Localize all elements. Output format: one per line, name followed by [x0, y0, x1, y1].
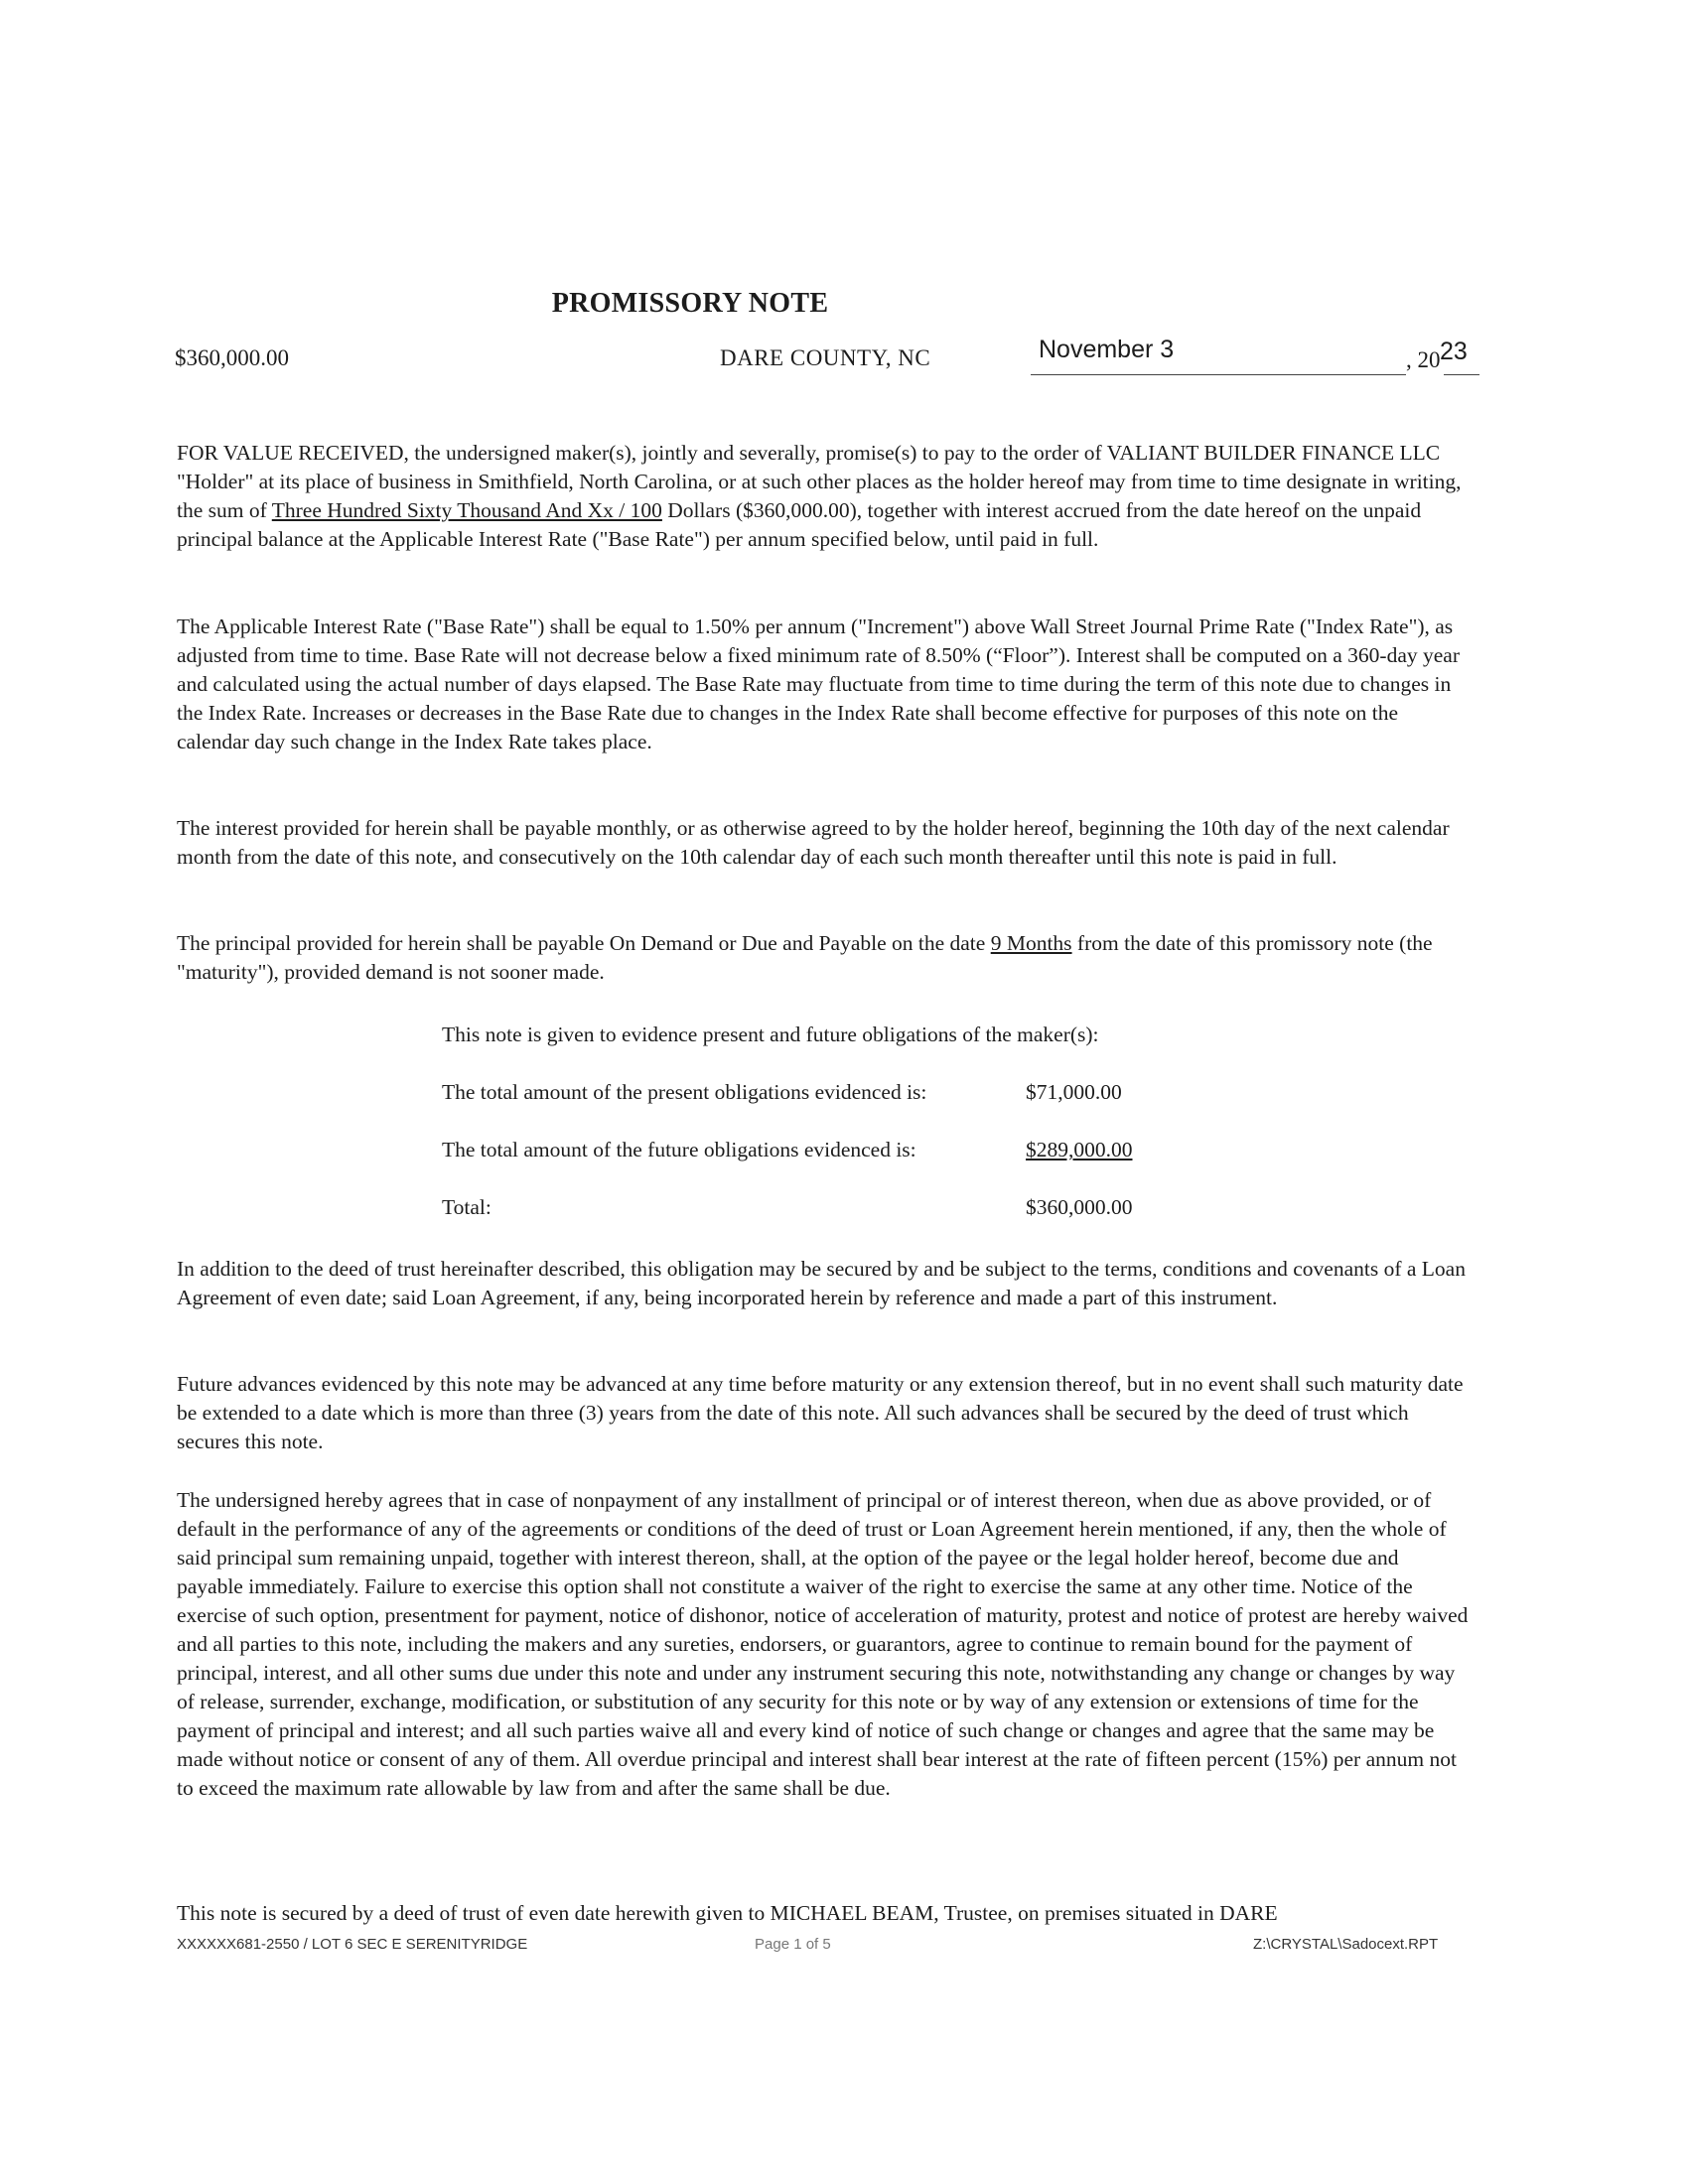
note-amount: $360,000.00 [175, 345, 289, 370]
note-county: DARE COUNTY, NC [720, 345, 931, 370]
amount-in-words: Three Hundred Sixty Thousand And Xx / 100 [271, 498, 662, 522]
total-value: $360,000.00 [1026, 1195, 1133, 1219]
maturity-term: 9 Months [990, 931, 1072, 955]
future-obligations-value: $289,000.00 [1026, 1138, 1133, 1161]
date-underline [1031, 374, 1406, 375]
paragraph-default-terms: The undersigned hereby agrees that in case of nonpayment of any installment of principal or of interest thereon, when due as above provided, or of default in the performance of any of the agreements or conditions of the deed of trust or Loan Agreement herein mentioned, if any, then the whole of said principal sum remaining unpaid, together with interest thereon, shall, at the option of the payee or the legal holder hereof, become due and payable immediately. Failure to exercise this option shall not constitute a waiver of the right to exercise the same at any other time. Notice of the exercise of such option, presentment for payment, notice of dishonor, notice of acceleration of maturity, protest and notice of protest are hereby waived and all parties to this note, including the makers and any sureties, endorsers, or guarantors, agree to continue to remain bound for the payment of principal, interest, and all other sums due under this note and under any instrument securing this note, notwithstanding any change or changes by way of release, surrender, exchange, modification, or substitution of any security for this note or by way of any extension or extensions of time for the payment of principal and interest; and all such parties waive all and every kind of notice of such change or changes and agree that the same may be made without notice or consent of any of them. All overdue principal and interest shall bear interest at the rate of fifteen percent (15%) per annum not to exceed the maximum rate allowable by law from and after the same shall be due. [177, 1488, 1469, 1800]
paragraph-interest-rate: The Applicable Interest Rate ("Base Rate") shall be equal to 1.50% per annum ("Increment") above Wall Street Journal Prime Rate ("Index Rate"), as adjusted from time to time. Base Rate will not decrease below a fixed minimum rate of 8.50% (“Floor”). Interest shall be computed on a 360-day year and calculated using the actual number of days elapsed. The Base Rate may fluctuate from time to time during the term of this note due to changes in the Index Rate. Increases or decreases in the Base Rate due to changes in the Index Rate shall become effective for purposes of this note on the calendar day such change in the Index Rate takes place. [177, 614, 1460, 753]
total-label: Total: [442, 1195, 492, 1219]
present-obligations-value: $71,000.00 [1026, 1080, 1122, 1104]
footer-page-number: Page 1 of 5 [755, 1936, 831, 1953]
year-underline [1444, 374, 1479, 375]
paragraph-value-received: FOR VALUE RECEIVED, the undersigned maker(s), jointly and severally, promise(s) to pay to the order of VALIANT BUILDER FINANCE LLC "Holder" at its place of business in Smithfield, North Carolina, or at such other places as the holder hereof may from time to time designate in writing, the sum of Three Hundred Sixty Thousand And Xx / 100 Dollars ($360,000.00), together with interest accrued from the date hereof on the unpaid principal balance at the Applicable Interest Rate ("Base Rate") per annum specified below, until paid in full. [177, 441, 1462, 551]
obligations-intro: This note is given to evidence present and future obligations of the maker(s): [442, 1023, 1099, 1046]
note-year-prefix: , 20 [1406, 347, 1441, 372]
footer-file-path: Z:\CRYSTAL\Sadocext.RPT [1253, 1936, 1439, 1953]
paragraph-loan-agreement: In addition to the deed of trust hereinafter described, this obligation may be secured by and be subject to the terms, conditions and covenants of a Loan Agreement of even date; said Loan Agreement, if any, being incorporated herein by reference and made a part of this instrument. [177, 1257, 1466, 1309]
paragraph-deed-of-trust: This note is secured by a deed of trust of even date herewith given to MICHAEL BEAM, Trustee, on premises situated in DARE [177, 1901, 1278, 1925]
paragraph-principal-payable: The principal provided for herein shall be payable On Demand or Due and Payable on the date 9 Months from the date of this promissory note (the "maturity"), provided demand is not sooner made. [177, 931, 1433, 984]
note-date-handwritten: November 3 [1039, 336, 1175, 363]
paragraph-future-advances: Future advances evidenced by this note may be advanced at any time before maturity or any extension thereof, but in no event shall such maturity date be extended to a date which is more than three (3) years from the date of this note. All such advances shall be secured by the deed of trust which secures this note. [177, 1372, 1464, 1453]
present-obligations-label: The total amount of the present obligations evidenced is: [442, 1080, 927, 1104]
paragraph-interest-payable: The interest provided for herein shall be payable monthly, or as otherwise agreed to by the holder hereof, beginning the 10th day of the next calendar month from the date of this note, and consecutively on the 10th calendar day of each such month thereafter until this note is paid in full. [177, 816, 1450, 869]
document-title: PROMISSORY NOTE [551, 288, 829, 319]
footer-reference: XXXXXX681-2550 / LOT 6 SEC E SERENITYRIDGE [177, 1936, 528, 1953]
note-year-handwritten: 23 [1440, 338, 1468, 365]
future-obligations-label: The total amount of the future obligations evidenced is: [442, 1138, 916, 1161]
